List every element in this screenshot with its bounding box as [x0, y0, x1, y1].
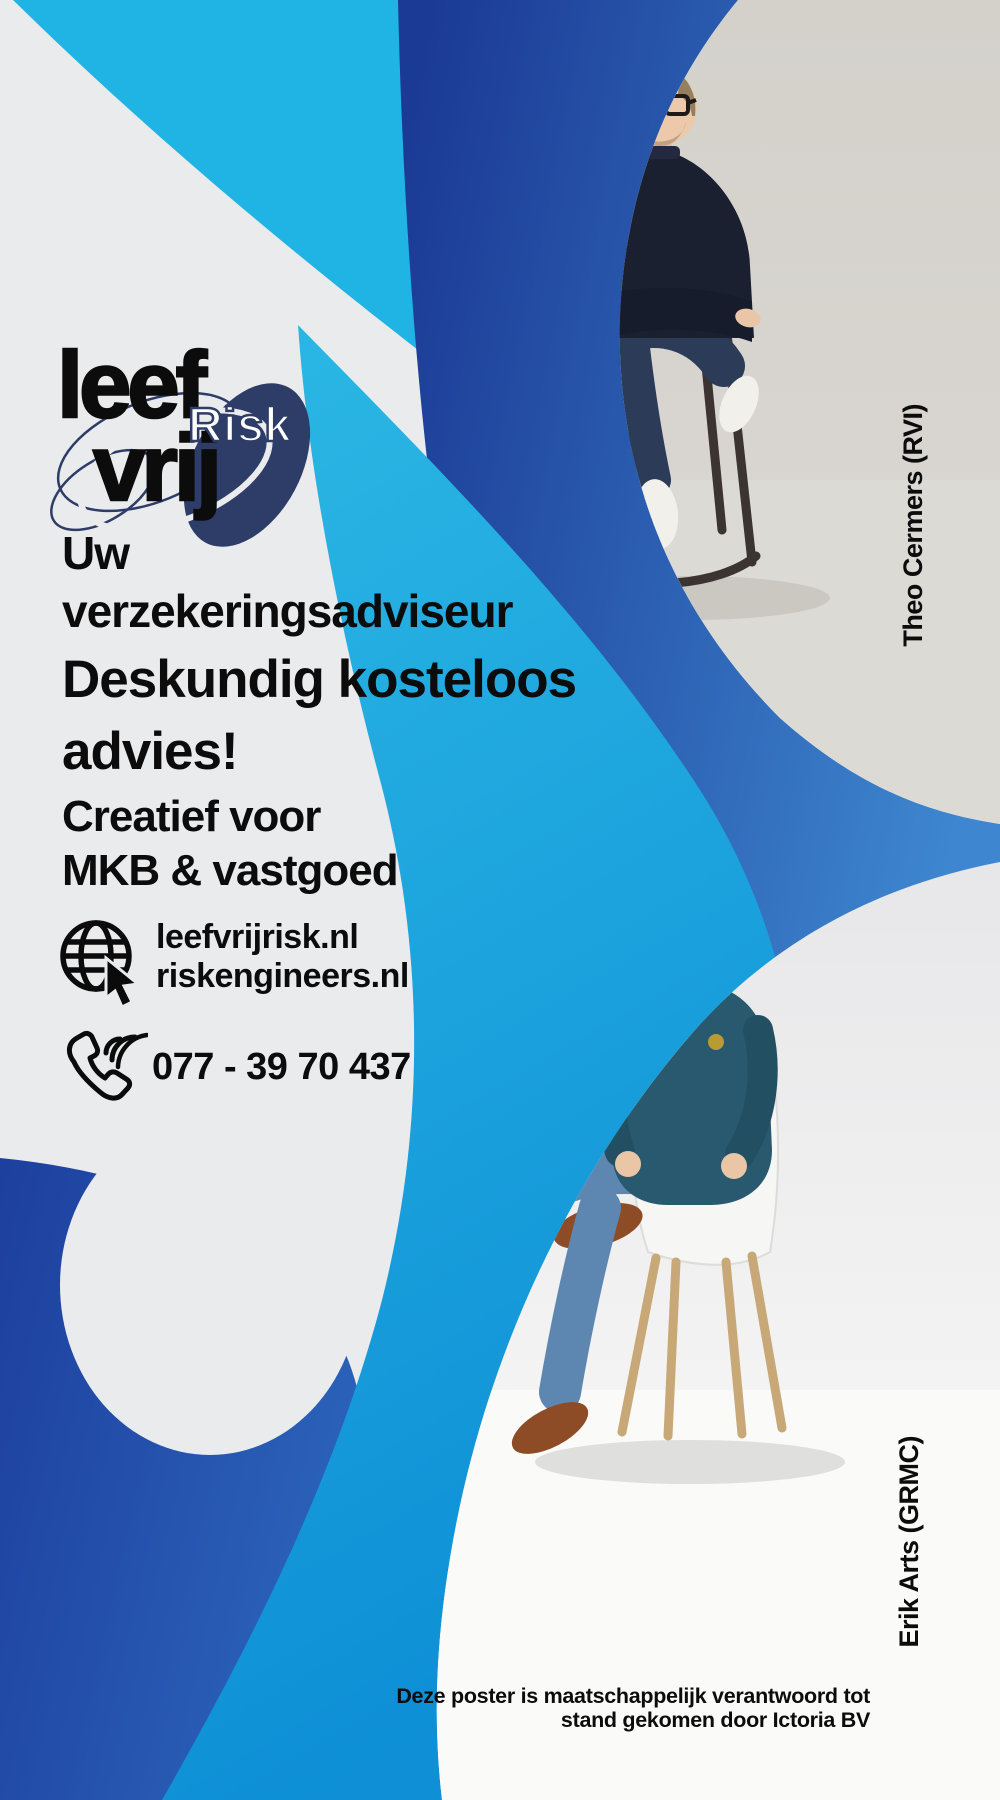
website-primary: leefvrijrisk.nl	[156, 918, 359, 956]
footer-note	[360, 1684, 870, 1732]
websites-block	[156, 918, 409, 996]
footer-line1: Deze poster is maatschappelijk verantwoord tot	[396, 1684, 870, 1708]
subtitle-block	[62, 524, 513, 640]
tagline-block	[62, 790, 398, 898]
logo-word-vrij: vrij	[93, 415, 219, 520]
phone-icon	[52, 1022, 148, 1118]
headline-block	[62, 644, 576, 788]
corner-cutout-blob	[60, 1115, 360, 1455]
subtitle-line2: verzekeringsadviseur	[62, 585, 513, 637]
phone-number: 077 - 39 70 437	[152, 1046, 411, 1088]
tagline-line2: MKB & vastgoed	[62, 846, 398, 895]
tagline-line1: Creatief voor	[62, 792, 321, 841]
website-secondary: riskengineers.nl	[156, 957, 409, 995]
logo-badge-risk: Risk	[188, 399, 292, 452]
person-bottom-name-label: Erik Arts (GRMC)	[894, 1436, 924, 1648]
logo-word-leef: leef	[57, 332, 203, 437]
globe-cursor-icon	[54, 914, 154, 1014]
footer-line2: stand gekomen door Ictoria BV	[560, 1708, 870, 1732]
person-top-name-label: Theo Cermers (RVI)	[898, 404, 928, 647]
subtitle-line1: Uw	[62, 527, 129, 579]
headline-line1: Deskundig kosteloos	[62, 650, 577, 709]
cursor-icon	[106, 958, 138, 1007]
headline-line2: advies!	[62, 722, 238, 781]
